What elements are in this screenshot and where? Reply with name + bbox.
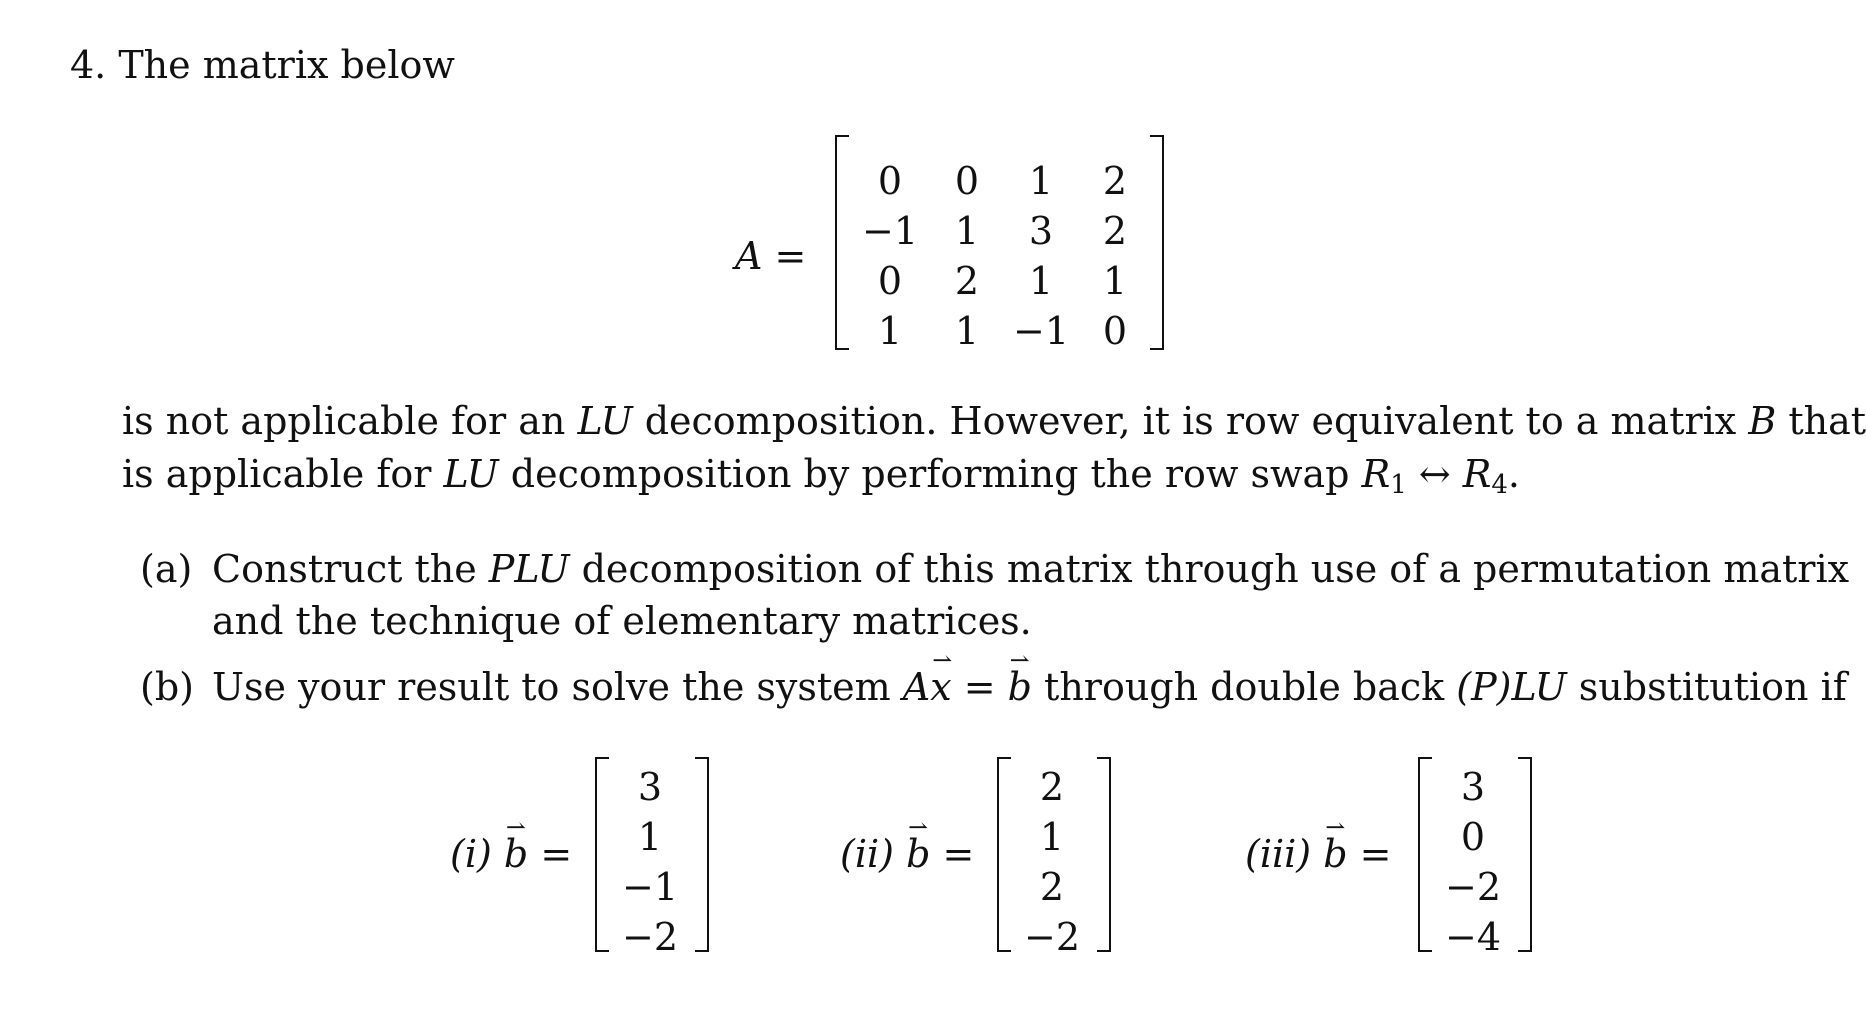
text-span: .	[1507, 452, 1521, 496]
matrix-a-cell: −1	[1012, 309, 1070, 353]
subscript: 1	[1390, 470, 1407, 500]
text-span: substitution if	[1566, 665, 1847, 709]
matrix-a-cell: 0	[877, 159, 903, 203]
vector-cell: 3	[637, 765, 663, 809]
text-span: Construct the	[212, 547, 489, 591]
matrix-a-label: A =	[735, 234, 807, 278]
matrix-a-cell: 2	[1102, 209, 1128, 253]
math-lu: LU	[577, 399, 633, 443]
text-span: decomposition by performing the row swap	[498, 452, 1362, 496]
vector-label: (ii)	[840, 832, 894, 876]
math-r: R	[1361, 452, 1391, 496]
text-span: Use your result to solve the system	[212, 665, 903, 709]
math-vec-b: b ⇀	[1008, 668, 1032, 706]
vector-cell: 1	[637, 815, 663, 859]
matrix-a-cell: 2	[1102, 159, 1128, 203]
matrix-a-cell: 1	[1102, 259, 1128, 303]
matrix-a-cell: 0	[877, 259, 903, 303]
part-a-line-1	[212, 547, 1850, 591]
matrix-a-cell: 2	[954, 259, 980, 303]
vector-label: (i)	[450, 832, 492, 876]
vector-cell: 0	[1460, 815, 1486, 859]
matrix-a-cell: 1	[954, 309, 980, 353]
vector-cell: 2	[1039, 765, 1065, 809]
matrix-a-cell: 3	[1028, 209, 1054, 253]
vector-i-label	[450, 832, 573, 876]
matrix-a-cell: 1	[1028, 259, 1054, 303]
math-a: A	[902, 665, 931, 709]
vector-cell: −2	[1023, 915, 1081, 959]
part-b-line	[212, 665, 1847, 709]
matrix-a-cell: −1	[861, 209, 919, 253]
matrix-a-cell: 1	[877, 309, 903, 353]
text-span: decomposition. However, it is row equivalent to a matrix	[632, 399, 1749, 443]
text-span: is applicable for	[122, 452, 444, 496]
vector-cell: −2	[621, 915, 679, 959]
problem-heading: 4. The matrix below	[70, 43, 455, 87]
vector-cell: 2	[1039, 865, 1065, 909]
equals: =	[528, 832, 573, 876]
vector-cell: 1	[1039, 815, 1065, 859]
matrix-a-cell: 1	[1028, 159, 1054, 203]
matrix-a-cell: 1	[954, 209, 980, 253]
part-a-line-2: and the technique of elementary matrices.	[212, 599, 1032, 643]
vector-ii-label	[840, 832, 975, 876]
swap-arrow: ↔	[1406, 452, 1463, 496]
equals: =	[951, 665, 1008, 709]
paragraph-line-2	[122, 452, 1521, 500]
math-vec-b: b ⇀	[504, 835, 528, 873]
matrix-a-cell: 0	[1102, 309, 1128, 353]
math-plu: (P)LU	[1456, 665, 1567, 709]
math-b: B	[1748, 399, 1777, 443]
part-b-marker: (b)	[140, 665, 194, 709]
vector-cell: −2	[1444, 865, 1502, 909]
math-plu: PLU	[488, 547, 570, 591]
matrix-a-cell: 0	[954, 159, 980, 203]
vector-cell: 3	[1460, 765, 1486, 809]
vector-label: (iii)	[1245, 832, 1312, 876]
math-vec-b: b ⇀	[906, 835, 930, 873]
text-span: through double back	[1031, 665, 1457, 709]
math-r: R	[1462, 452, 1492, 496]
vector-iii-label	[1245, 832, 1392, 876]
equals: =	[1347, 832, 1392, 876]
math-vec-b: b ⇀	[1323, 835, 1347, 873]
subscript: 4	[1491, 470, 1508, 500]
math-lu: LU	[443, 452, 499, 496]
equals: =	[930, 832, 975, 876]
text-span: is not applicable for an	[122, 399, 578, 443]
text-span: that	[1776, 399, 1866, 443]
vector-cell: −1	[621, 865, 679, 909]
vector-cell: −4	[1444, 915, 1502, 959]
part-a-marker: (a)	[140, 547, 193, 591]
math-vec-x: x ⇀	[930, 668, 951, 706]
paragraph-line-1	[122, 399, 1866, 443]
text-span: decomposition of this matrix through use of a permutation matrix	[569, 547, 1850, 591]
